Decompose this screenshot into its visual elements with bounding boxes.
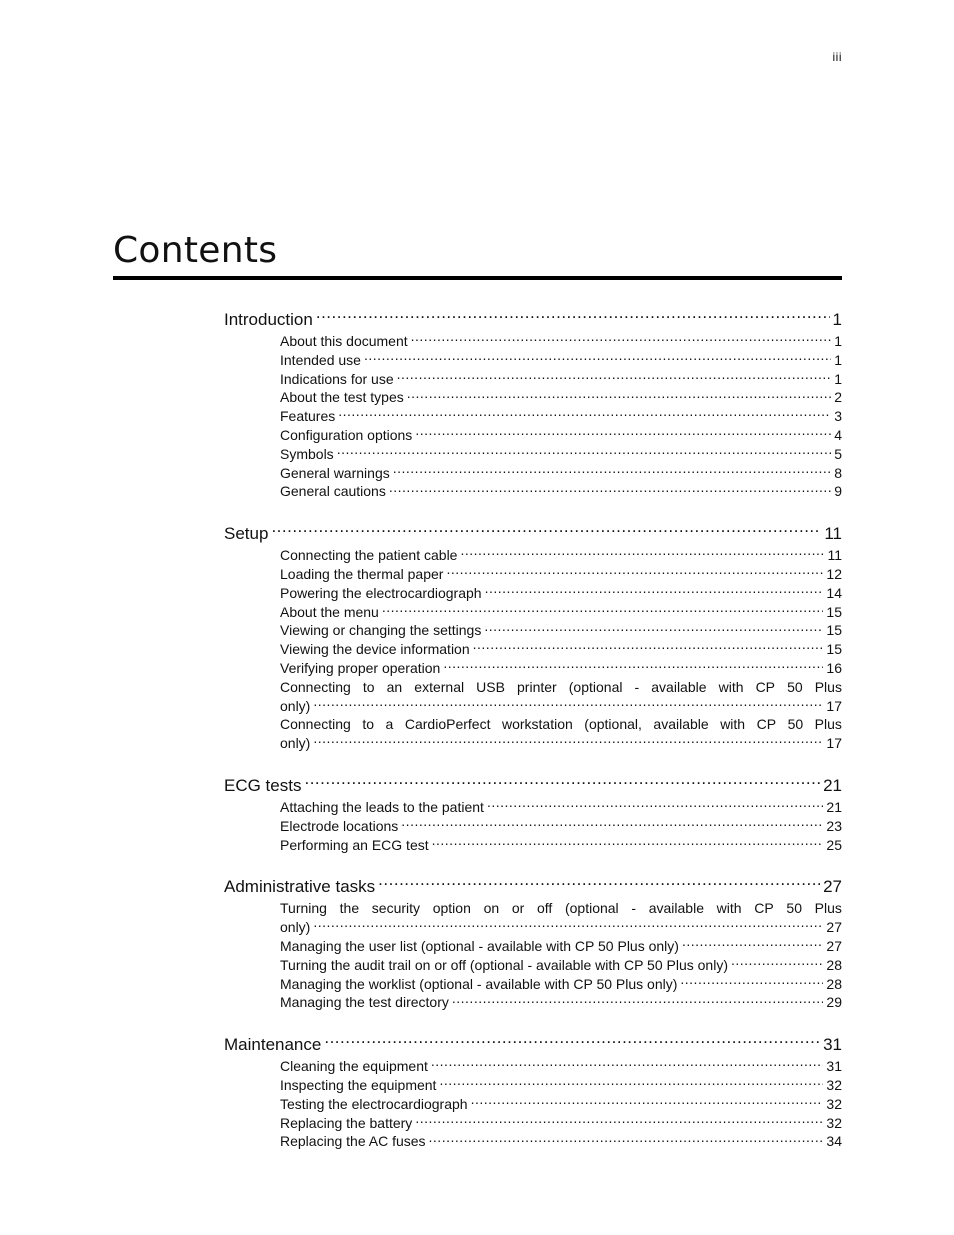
toc-entry-title: Managing the test directory xyxy=(280,994,449,1011)
toc-entry-link[interactable] xyxy=(280,482,842,501)
toc-entry-page: 23 xyxy=(826,817,842,834)
toc-entry-link[interactable] xyxy=(280,1057,842,1076)
toc-entry-page: 28 xyxy=(826,956,842,973)
toc-entry-link[interactable] xyxy=(280,388,842,407)
toc-leader xyxy=(271,522,821,539)
toc-leader xyxy=(382,603,824,617)
toc-entry-page: 29 xyxy=(826,994,842,1011)
toc-leader xyxy=(407,388,831,402)
toc-chapter-title: Maintenance xyxy=(224,1035,322,1055)
toc-entry-title: Turning the audit trail on or off (optional - available with CP 50 Plus only) xyxy=(280,956,728,973)
toc-leader xyxy=(389,482,831,496)
toc-entry-page: 17 xyxy=(826,697,842,714)
toc-leader xyxy=(313,734,823,748)
toc-leader xyxy=(415,426,831,440)
toc-entry-title: Replacing the battery xyxy=(280,1114,413,1131)
toc-entry-link[interactable] xyxy=(280,715,842,753)
toc-entry-title: Inspecting the equipment xyxy=(280,1076,437,1093)
toc-leader xyxy=(731,956,823,970)
toc-leader xyxy=(680,975,823,989)
toc-chapter xyxy=(224,875,842,1012)
toc-leader xyxy=(313,697,823,711)
toc-leader xyxy=(313,918,823,932)
toc-entry-link[interactable] xyxy=(280,659,842,678)
toc-chapter-link[interactable] xyxy=(224,875,842,899)
toc-leader xyxy=(452,993,824,1007)
toc-leader xyxy=(397,370,832,384)
toc-entry-page: 21 xyxy=(826,798,842,815)
toc-entry-continuation: only) xyxy=(280,919,311,936)
toc-entry-continuation-line xyxy=(280,734,842,753)
toc-entry-link[interactable] xyxy=(280,351,842,370)
toc-entry-link[interactable] xyxy=(280,956,842,975)
toc-entry-title: Electrode locations xyxy=(280,817,399,834)
toc-entry-link[interactable] xyxy=(280,1076,842,1095)
toc-entry-title: Attaching the leads to the patient xyxy=(280,798,484,815)
toc-entry-continuation-line xyxy=(280,918,842,937)
toc-chapter-page: 21 xyxy=(823,775,842,795)
toc-leader xyxy=(411,332,832,346)
toc-entry-title: Replacing the AC fuses xyxy=(280,1133,426,1150)
page-title: Contents xyxy=(113,230,278,271)
toc-entry-link[interactable] xyxy=(280,407,842,426)
toc-leader xyxy=(415,1114,823,1128)
toc-entry-link[interactable] xyxy=(280,836,842,855)
toc-chapter xyxy=(224,774,842,854)
toc-entry-page: 15 xyxy=(826,622,842,639)
toc-entry-title: General warnings xyxy=(280,464,390,481)
toc-entry-link[interactable] xyxy=(280,798,842,817)
toc-entry-link[interactable] xyxy=(280,937,842,956)
toc-leader xyxy=(364,351,831,365)
toc-chapter-title: Administrative tasks xyxy=(224,877,376,897)
toc-chapter xyxy=(224,308,842,501)
toc-entry-title: About the menu xyxy=(280,603,379,620)
toc-entry-title: Testing the electrocardiograph xyxy=(280,1095,468,1112)
toc-entry-page: 11 xyxy=(827,547,842,564)
toc-leader xyxy=(432,836,824,850)
toc-entry-page: 25 xyxy=(826,836,842,853)
toc-entry-page: 32 xyxy=(826,1076,842,1093)
toc-entry-page: 16 xyxy=(826,659,842,676)
toc-entry-title: Verifying proper operation xyxy=(280,659,441,676)
toc-chapter-page: 11 xyxy=(824,524,842,544)
toc-leader xyxy=(473,640,824,654)
toc-entry-title: About the test types xyxy=(280,389,404,406)
toc-entry-title: Connecting the patient cable xyxy=(280,547,458,564)
toc-entry-link[interactable] xyxy=(280,603,842,622)
toc-leader xyxy=(443,659,823,673)
toc-entry-title: Viewing the device information xyxy=(280,641,470,658)
toc-entry-link[interactable] xyxy=(280,445,842,464)
toc-entry-continuation: only) xyxy=(280,735,311,752)
toc-entry-page: 27 xyxy=(826,919,842,936)
toc-entry-page: 12 xyxy=(826,565,842,582)
toc-entry-title: Managing the worklist (optional - available with CP 50 Plus only) xyxy=(280,975,678,992)
toc-leader xyxy=(484,621,823,635)
toc-entry-title: Connecting to a CardioPerfect workstation (optional, available with CP 50 Plus xyxy=(280,716,842,733)
toc-entry-link[interactable] xyxy=(280,584,842,603)
toc-chapter xyxy=(224,1033,842,1151)
toc-chapter-link[interactable] xyxy=(224,1033,842,1057)
toc-entry-page: 9 xyxy=(834,483,842,500)
toc-leader xyxy=(471,1095,824,1109)
toc-entry-link[interactable] xyxy=(280,817,842,836)
toc-entries xyxy=(280,546,842,753)
title-rule xyxy=(113,276,842,280)
toc-entry-link[interactable] xyxy=(280,899,842,937)
toc-entry-title: Symbols xyxy=(280,445,334,462)
toc-leader xyxy=(446,565,823,579)
toc-chapter xyxy=(224,522,842,753)
toc-entry-link[interactable] xyxy=(280,565,842,584)
toc-entry-link[interactable] xyxy=(280,1095,842,1114)
toc-chapter-title: Introduction xyxy=(224,310,313,329)
toc-entry-link[interactable] xyxy=(280,426,842,445)
toc-leader xyxy=(378,875,820,892)
toc-chapter-title: ECG tests xyxy=(224,775,302,795)
toc-entry-page: 34 xyxy=(826,1133,842,1150)
toc-leader xyxy=(393,464,831,478)
toc-entry-link[interactable] xyxy=(280,464,842,483)
page-number: iii xyxy=(832,50,842,64)
toc-entry-page: 27 xyxy=(826,937,842,954)
toc-leader xyxy=(439,1076,823,1090)
toc-entry-link[interactable] xyxy=(280,370,842,389)
toc-entry-page: 32 xyxy=(826,1095,842,1112)
toc-entry-page: 32 xyxy=(826,1114,842,1131)
toc-entry-page: 15 xyxy=(826,603,842,620)
toc-entry-link[interactable] xyxy=(280,993,842,1012)
toc-chapter-link[interactable] xyxy=(224,522,842,546)
toc-entry-continuation: only) xyxy=(280,697,311,714)
toc-entry-link[interactable] xyxy=(280,1114,842,1133)
toc-entry-title: Features xyxy=(280,408,336,425)
toc-entry-title: Loading the thermal paper xyxy=(280,565,444,582)
toc-entry-title: Managing the user list (optional - available with CP 50 Plus only) xyxy=(280,937,679,954)
toc-entries xyxy=(280,1057,842,1151)
toc-chapter-title: Setup xyxy=(224,524,269,544)
toc-entry-page: 14 xyxy=(826,584,842,601)
toc-entry-page: 1 xyxy=(834,370,842,387)
toc-entry-page: 3 xyxy=(834,408,842,425)
toc-entry-link[interactable] xyxy=(280,975,842,994)
toc-entries xyxy=(280,899,842,1012)
toc-entry-title: General cautions xyxy=(280,483,386,500)
toc-entries xyxy=(280,798,842,854)
toc-leader xyxy=(338,407,831,421)
toc-entry-title: About this document xyxy=(280,333,408,349)
toc-leader xyxy=(431,1057,824,1071)
toc-entry-title: Viewing or changing the settings xyxy=(280,622,482,639)
toc-entry-link[interactable] xyxy=(280,546,842,565)
toc-entry-page: 8 xyxy=(834,464,842,481)
toc-entry-page: 28 xyxy=(826,975,842,992)
toc-chapter-page: 1 xyxy=(832,310,842,329)
toc-entry-page: 1 xyxy=(834,351,842,368)
toc-entry-continuation-line xyxy=(280,697,842,716)
toc-leader xyxy=(324,1033,820,1050)
toc-entry-page: 5 xyxy=(834,445,842,462)
toc-leader xyxy=(304,774,820,791)
table-of-contents xyxy=(224,308,842,1172)
toc-entry-title: Configuration options xyxy=(280,426,413,443)
toc-leader xyxy=(682,937,823,951)
toc-entry-link[interactable] xyxy=(280,640,842,659)
toc-entry-title: Intended use xyxy=(280,351,361,368)
toc-entry-page: 4 xyxy=(834,426,842,443)
toc-entry-title: Performing an ECG test xyxy=(280,836,429,853)
toc-entry-page: 1 xyxy=(834,333,842,349)
toc-chapter-link[interactable] xyxy=(224,308,842,332)
toc-entry-link[interactable] xyxy=(280,332,842,351)
toc-entry-link[interactable] xyxy=(280,621,842,640)
toc-entry-page: 2 xyxy=(834,389,842,406)
toc-entry-title: Powering the electrocardiograph xyxy=(280,584,482,601)
toc-leader xyxy=(487,798,823,812)
toc-entry-link[interactable] xyxy=(280,678,842,716)
toc-leader xyxy=(337,445,832,459)
toc-entries xyxy=(280,332,842,501)
toc-leader xyxy=(429,1132,824,1146)
toc-leader xyxy=(401,817,823,831)
toc-chapter-link[interactable] xyxy=(224,774,842,798)
toc-entry-title: Turning the security option on or off (optional - available with CP 50 Plus xyxy=(280,900,842,917)
toc-leader xyxy=(485,584,824,598)
toc-leader xyxy=(316,308,830,325)
toc-entry-title: Indications for use xyxy=(280,370,394,387)
toc-entry-link[interactable] xyxy=(280,1132,842,1151)
toc-entry-title: Cleaning the equipment xyxy=(280,1058,428,1075)
toc-chapter-page: 27 xyxy=(823,877,842,897)
toc-entry-page: 31 xyxy=(826,1058,842,1075)
toc-leader xyxy=(460,546,824,560)
toc-entry-page: 15 xyxy=(826,641,842,658)
toc-entry-page: 17 xyxy=(826,735,842,752)
toc-chapter-page: 31 xyxy=(823,1035,842,1055)
toc-entry-title: Connecting to an external USB printer (optional - available with CP 50 Plus xyxy=(280,678,842,695)
